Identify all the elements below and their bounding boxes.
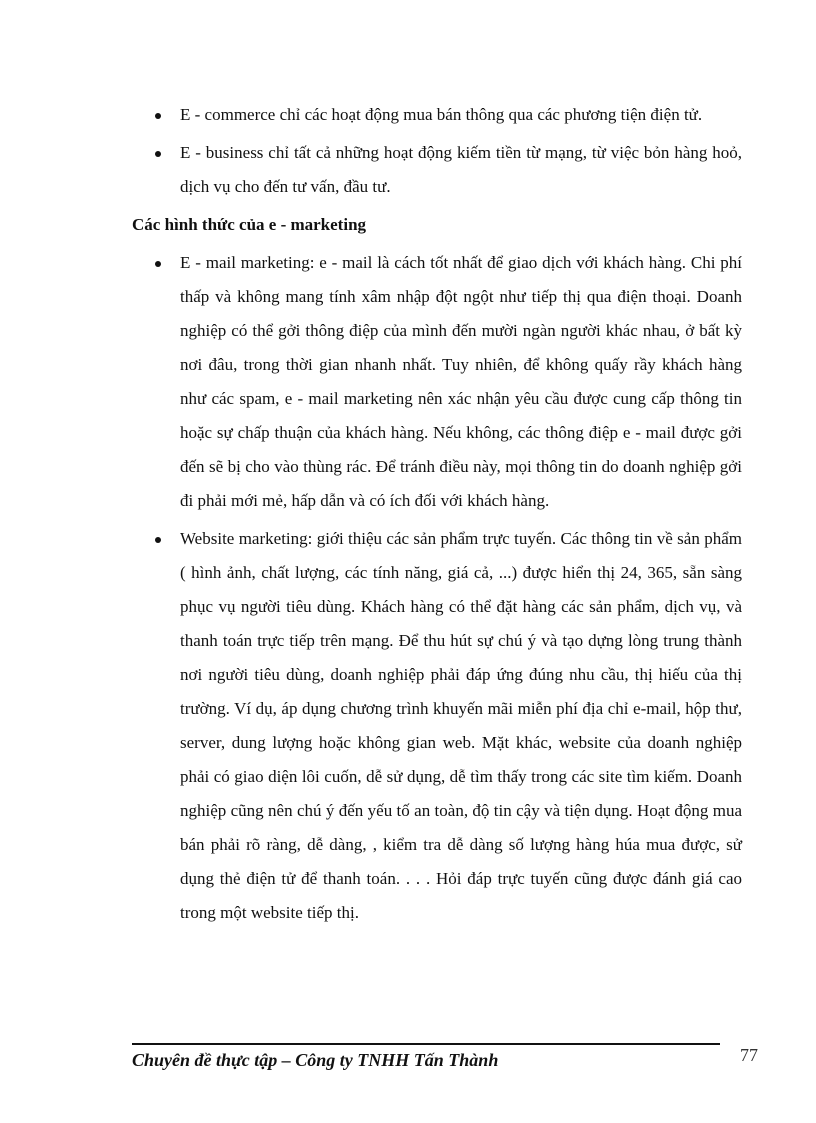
bullet-dot-icon <box>155 151 161 157</box>
bullet-email-marketing <box>132 246 742 518</box>
bullet-dot-icon <box>155 261 161 267</box>
bullet-text: E - commerce chỉ các hoạt động mua bán thông qua các phương tiện điện tử. <box>180 105 703 124</box>
bullet-website-marketing <box>132 522 742 930</box>
footer-divider <box>132 1043 720 1045</box>
section-heading: Các hình thức của e - marketing <box>132 215 367 234</box>
bullet-text: E - mail marketing: e - mail là cách tốt nhất để giao dịch với khách hàng. Chi phí thấp và không mang tính xâm nhập đột ngột như tiếp thị qua điện thoại. Doanh nghiệp có thể gởi thông điệp của mình đến mười ngàn người khác nhau, ở bất kỳ nơi đâu, trong thời gian nhanh nhất. Tuy nhiên, để không quấy rầy khách hàng như các spam, e - mail marketing nên xác nhận yêu cầu được cung cấp thông tin hoặc sự chấp thuận của khách hàng. Nếu không, các thông điệp e - mail được gởi đến sẽ bị cho vào thùng rác. Để tránh điều này, mọi thông tin do doanh nghiệp gởi đi phải mới mẻ, hấp dẫn và có ích đối với khách hàng. <box>180 253 742 510</box>
page-number: 77 <box>740 1045 758 1065</box>
bullet-dot-icon <box>155 113 161 119</box>
bullet-text: Website marketing: giới thiệu các sản phẩm trực tuyến. Các thông tin về sản phẩm ( hình ảnh, chất lượng, các tính năng, giá cả, ...) được hiển thị 24, 365, sẵn sàng phục vụ người tiêu dùng. Khách hàng có thể đặt hàng các sản phẩm, dịch vụ, và thanh toán trực tiếp trên mạng. Để thu hút sự chú ý và tạo dựng lòng trung thành nơi người tiêu dùng, doanh nghiệp phải đáp ứng đúng nhu cầu, thị hiếu của thị trường. Ví dụ, áp dụng chương trình khuyến mãi miễn phí địa chỉ e-mail, hộp thư, server, dung lượng hoặc không gian web. Mặt khác, website của doanh nghiệp phải có giao diện lôi cuốn, dễ sử dụng, dễ tìm thấy trong các site tìm kiếm. Doanh nghiệp cũng nên chú ý đến yếu tố an toàn, độ tin cậy và tiện dụng. Hoạt động mua bán phải rõ ràng, dễ dàng, , kiểm tra dễ dàng số lượng hàng húa mua được, sử dụng thẻ điện tử để thanh toán. . . . Hỏi đáp trực tuyến cũng được đánh giá cao trong một website tiếp thị. <box>180 529 742 922</box>
footer-title: Chuyên đề thực tập – Công ty TNHH Tấn Thành <box>132 1050 499 1070</box>
bullet-text: E - business chỉ tất cả những hoạt động kiếm tiền từ mạng, từ việc bỏn hàng hoỏ, dịch vụ cho đến tư vấn, đầu tư. <box>180 143 742 196</box>
bullet-ecommerce <box>132 98 742 132</box>
bullet-dot-icon <box>155 537 161 543</box>
document-body <box>132 98 742 934</box>
bullet-ebusiness <box>132 136 742 204</box>
